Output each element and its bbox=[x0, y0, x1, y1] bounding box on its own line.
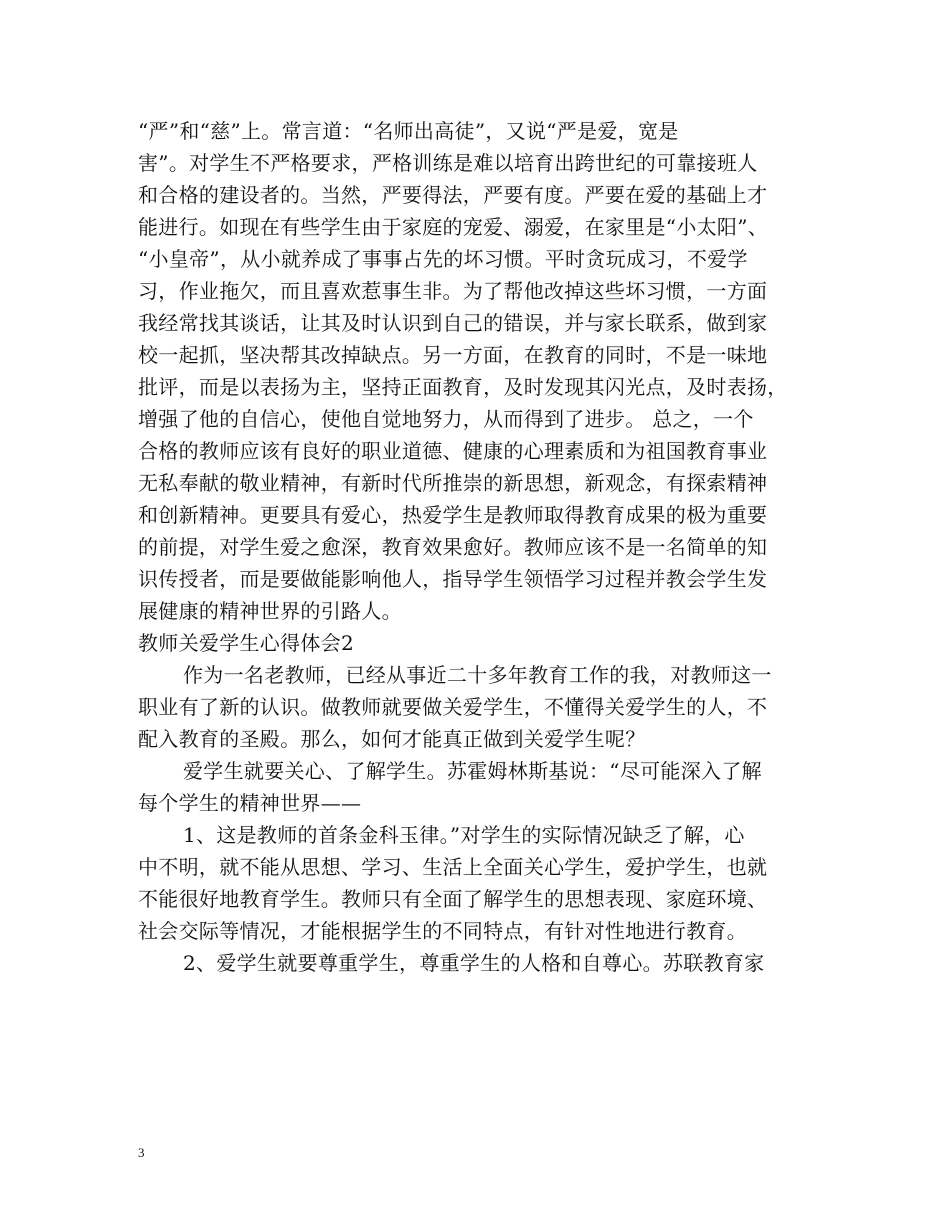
paragraph-line: 职业有了新的认识。做教师就要做关爱学生，不懂得关爱学生的人，不 bbox=[138, 695, 768, 719]
paragraph-line: 合格的教师应该有良好的职业道德、健康的心理素质和为祖国教育事业 bbox=[138, 439, 768, 463]
paragraph-line: 和创新精神。更要具有爱心，热爱学生是教师取得教育成果的极为重要 bbox=[138, 503, 768, 527]
paragraph-line: 的前提，对学生爱之愈深，教育效果愈好。教师应该不是一名简单的知 bbox=[138, 535, 768, 559]
paragraph-line: 增强了他的自信心，使他自觉地努力，从而得到了进步。 总之，一个 bbox=[138, 407, 754, 431]
paragraph-line: 配入教育的圣殿。那么，如何才能真正做到关爱学生呢？ bbox=[138, 727, 646, 751]
paragraph-line: 习，作业拖欠，而且喜欢惹事生非。为了帮他改掉这些坏习惯，一方面 bbox=[138, 279, 768, 303]
paragraph-line: 爱学生就要关心、了解学生。苏霍姆林斯基说：“尽可能深入了解 bbox=[183, 759, 762, 783]
section-heading: 教师关爱学生心得体会2 bbox=[138, 631, 355, 655]
paragraph-line: 社会交际等情况，才能根据学生的不同特点，有针对性地进行教育。 bbox=[138, 919, 747, 943]
paragraph-line: 校一起抓，坚决帮其改掉缺点。另一方面，在教育的同时，不是一味地 bbox=[138, 343, 768, 367]
paragraph-line: 我经常找其谈话，让其及时认识到自己的错误，并与家长联系，做到家 bbox=[138, 311, 768, 335]
page-number: 3 bbox=[138, 1145, 145, 1160]
paragraph-line: 2、爱学生就要尊重学生，尊重学生的人格和自尊心。苏联教育家 bbox=[183, 951, 765, 975]
paragraph-line: 识传授者，而是要做能影响他人，指导学生领悟学习过程并教会学生发 bbox=[138, 567, 768, 591]
paragraph-line: 害”。对学生不严格要求，严格训练是难以培育出跨世纪的可靠接班人 bbox=[138, 151, 758, 175]
paragraph-line: 展健康的精神世界的引路人。 bbox=[138, 599, 402, 623]
paragraph-line: 不能很好地教育学生。教师只有全面了解学生的思想表现、家庭环境、 bbox=[138, 887, 768, 911]
paragraph-line: 能进行。如现在有些学生由于家庭的宠爱、溺爱，在家里是“小太阳”、 bbox=[138, 215, 769, 239]
paragraph-line: “小皇帝”，从小就养成了事事占先的坏习惯。平时贪玩成习，不爱学 bbox=[138, 247, 748, 271]
paragraph-line: 和合格的建设者的。当然，严要得法，严要有度。严要在爱的基础上才 bbox=[138, 183, 768, 207]
paragraph-line: 1、这是教师的首条金科玉律。”对学生的实际情况缺乏了解，心 bbox=[183, 823, 745, 847]
paragraph-line: 中不明，就不能从思想、学习、生活上全面关心学生，爱护学生，也就 bbox=[138, 855, 768, 879]
paragraph-line: 每个学生的精神世界—— bbox=[138, 791, 362, 815]
paragraph-line: 无私奉献的敬业精神，有新时代所推崇的新思想，新观念，有探索精神 bbox=[138, 471, 768, 495]
paragraph-line: 作为一名老教师，已经从事近二十多年教育工作的我，对教师这一 bbox=[183, 663, 772, 687]
paragraph-line: 批评，而是以表扬为主，坚持正面教育，及时发现其闪光点，及时表扬， bbox=[138, 375, 788, 399]
paragraph-line: “严”和“慈”上。常言道：“名师出高徒”，又说“严是爱，宽是 bbox=[138, 119, 679, 143]
